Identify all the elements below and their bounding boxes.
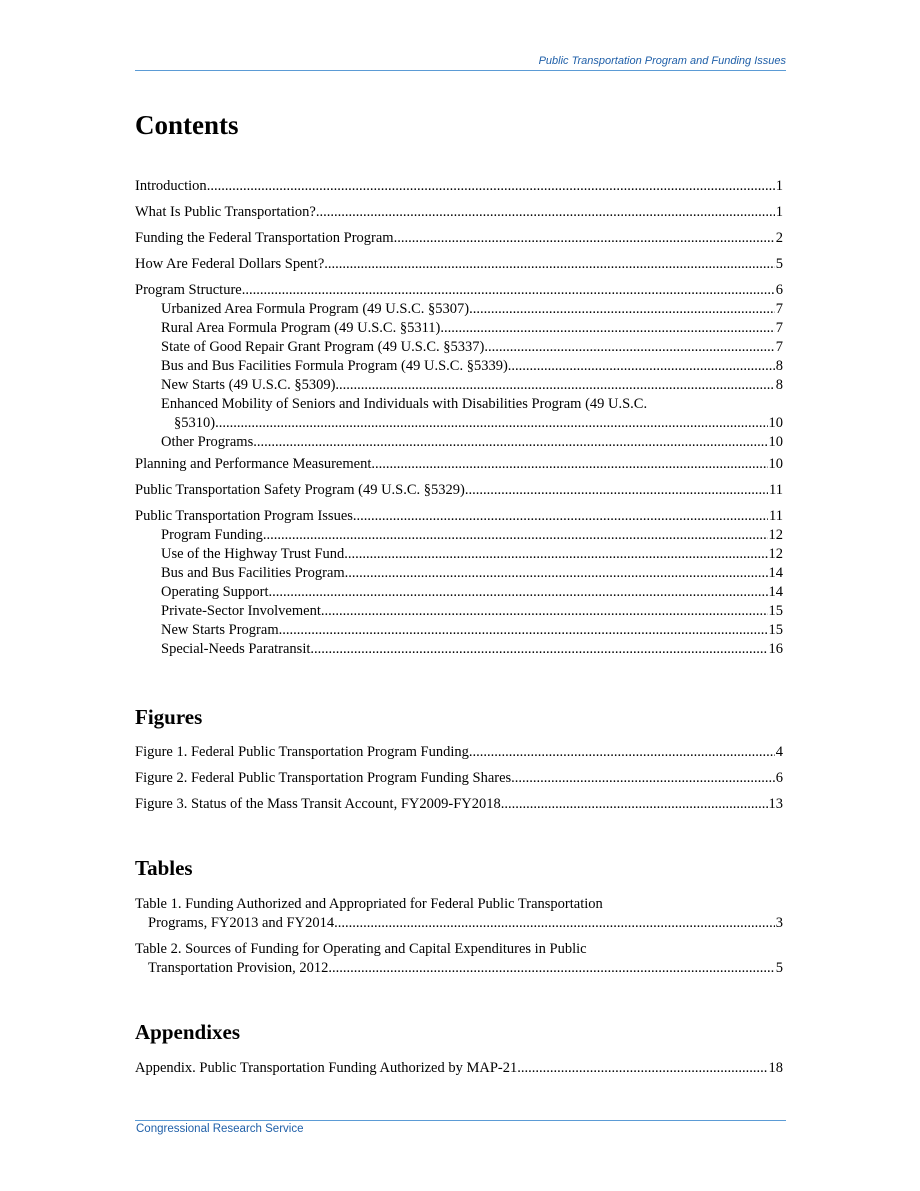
contents-heading: Contents <box>135 110 239 140</box>
figures-list <box>135 743 783 814</box>
toc-entry-introduction[interactable]: Introduction ..... 1 <box>135 177 783 196</box>
toc-entry-funding-federal-program[interactable]: Funding the Federal Transportation Program ..... 2 <box>135 229 783 248</box>
toc-entry-federal-dollars-spent[interactable]: How Are Federal Dollars Spent? ..... 5 <box>135 255 783 274</box>
toc-entry-what-is-public-transportation[interactable]: What Is Public Transportation? ..... 1 <box>135 203 783 222</box>
toc-entry-bus-facilities-program[interactable]: Bus and Bus Facilities Program ..... 14 <box>135 564 783 583</box>
toc-entry-enhanced-mobility[interactable]: Enhanced Mobility of Seniors and Individuals with Disabilities Program (49 U.S.C. §5310) ..... 10 <box>135 395 783 433</box>
appendixes-heading: Appendixes <box>135 1020 241 1044</box>
tables-list <box>135 895 783 978</box>
contents-list <box>135 177 783 659</box>
footer-org: Congressional Research Service <box>136 1123 304 1135</box>
toc-entry-highway-trust-fund[interactable]: Use of the Highway Trust Fund ..... 12 <box>135 545 783 564</box>
running-header <box>135 56 786 71</box>
toc-entry-paratransit[interactable]: Special-Needs Paratransit ..... 16 <box>135 640 783 659</box>
toc-entry-program-issues[interactable]: Public Transportation Program Issues ..... 11 <box>135 507 783 526</box>
toc-entry-safety-program[interactable]: Public Transportation Safety Program (49 U.S.C. §5329) ..... 11 <box>135 481 783 500</box>
toc-entry-program-funding[interactable]: Program Funding ..... 12 <box>135 526 783 545</box>
appendix-entry[interactable]: Appendix. Public Transportation Funding Authorized by MAP-21 ..... 18 <box>135 1059 783 1078</box>
toc-entry-bus-facilities-formula[interactable]: Bus and Bus Facilities Formula Program (49 U.S.C. §5339) ..... 8 <box>135 357 783 376</box>
figure-entry-1[interactable]: Figure 1. Federal Public Transportation Program Funding ..... 4 <box>135 743 783 762</box>
table-entry-1[interactable]: Table 1. Funding Authorized and Appropriated for Federal Public Transportation Programs, FY2013 and FY2014 ..... 3 <box>135 895 783 933</box>
figure-entry-3[interactable]: Figure 3. Status of the Mass Transit Account, FY2009-FY2018 ..... 13 <box>135 795 783 814</box>
toc-entry-new-starts-program[interactable]: New Starts Program ..... 15 <box>135 621 783 640</box>
toc-entry-rural-area[interactable]: Rural Area Formula Program (49 U.S.C. §5311) ..... 7 <box>135 319 783 338</box>
toc-entry-program-structure[interactable]: Program Structure ..... 6 <box>135 281 783 300</box>
running-title: Public Transportation Program and Funding Issues <box>538 55 786 67</box>
toc-entry-planning-performance[interactable]: Planning and Performance Measurement ..... 10 <box>135 455 783 474</box>
toc-entry-urbanized-area[interactable]: Urbanized Area Formula Program (49 U.S.C. §5307) ..... 7 <box>135 300 783 319</box>
toc-entry-operating-support[interactable]: Operating Support ..... 14 <box>135 583 783 602</box>
toc-entry-state-of-good-repair[interactable]: State of Good Repair Grant Program (49 U.S.C. §5337) ..... 7 <box>135 338 783 357</box>
table-entry-2[interactable]: Table 2. Sources of Funding for Operating and Capital Expenditures in Public Transportation Provision, 2012 ..... 5 <box>135 940 783 978</box>
appendixes-list <box>135 1059 783 1078</box>
toc-entry-new-starts[interactable]: New Starts (49 U.S.C. §5309) ..... 8 <box>135 376 783 395</box>
footer-rule <box>135 1120 786 1121</box>
toc-entry-private-sector[interactable]: Private-Sector Involvement ..... 15 <box>135 602 783 621</box>
figures-heading: Figures <box>135 705 203 729</box>
tables-heading: Tables <box>135 856 193 880</box>
toc-entry-other-programs[interactable]: Other Programs ..... 10 <box>135 433 783 452</box>
figure-entry-2[interactable]: Figure 2. Federal Public Transportation Program Funding Shares ..... 6 <box>135 769 783 788</box>
